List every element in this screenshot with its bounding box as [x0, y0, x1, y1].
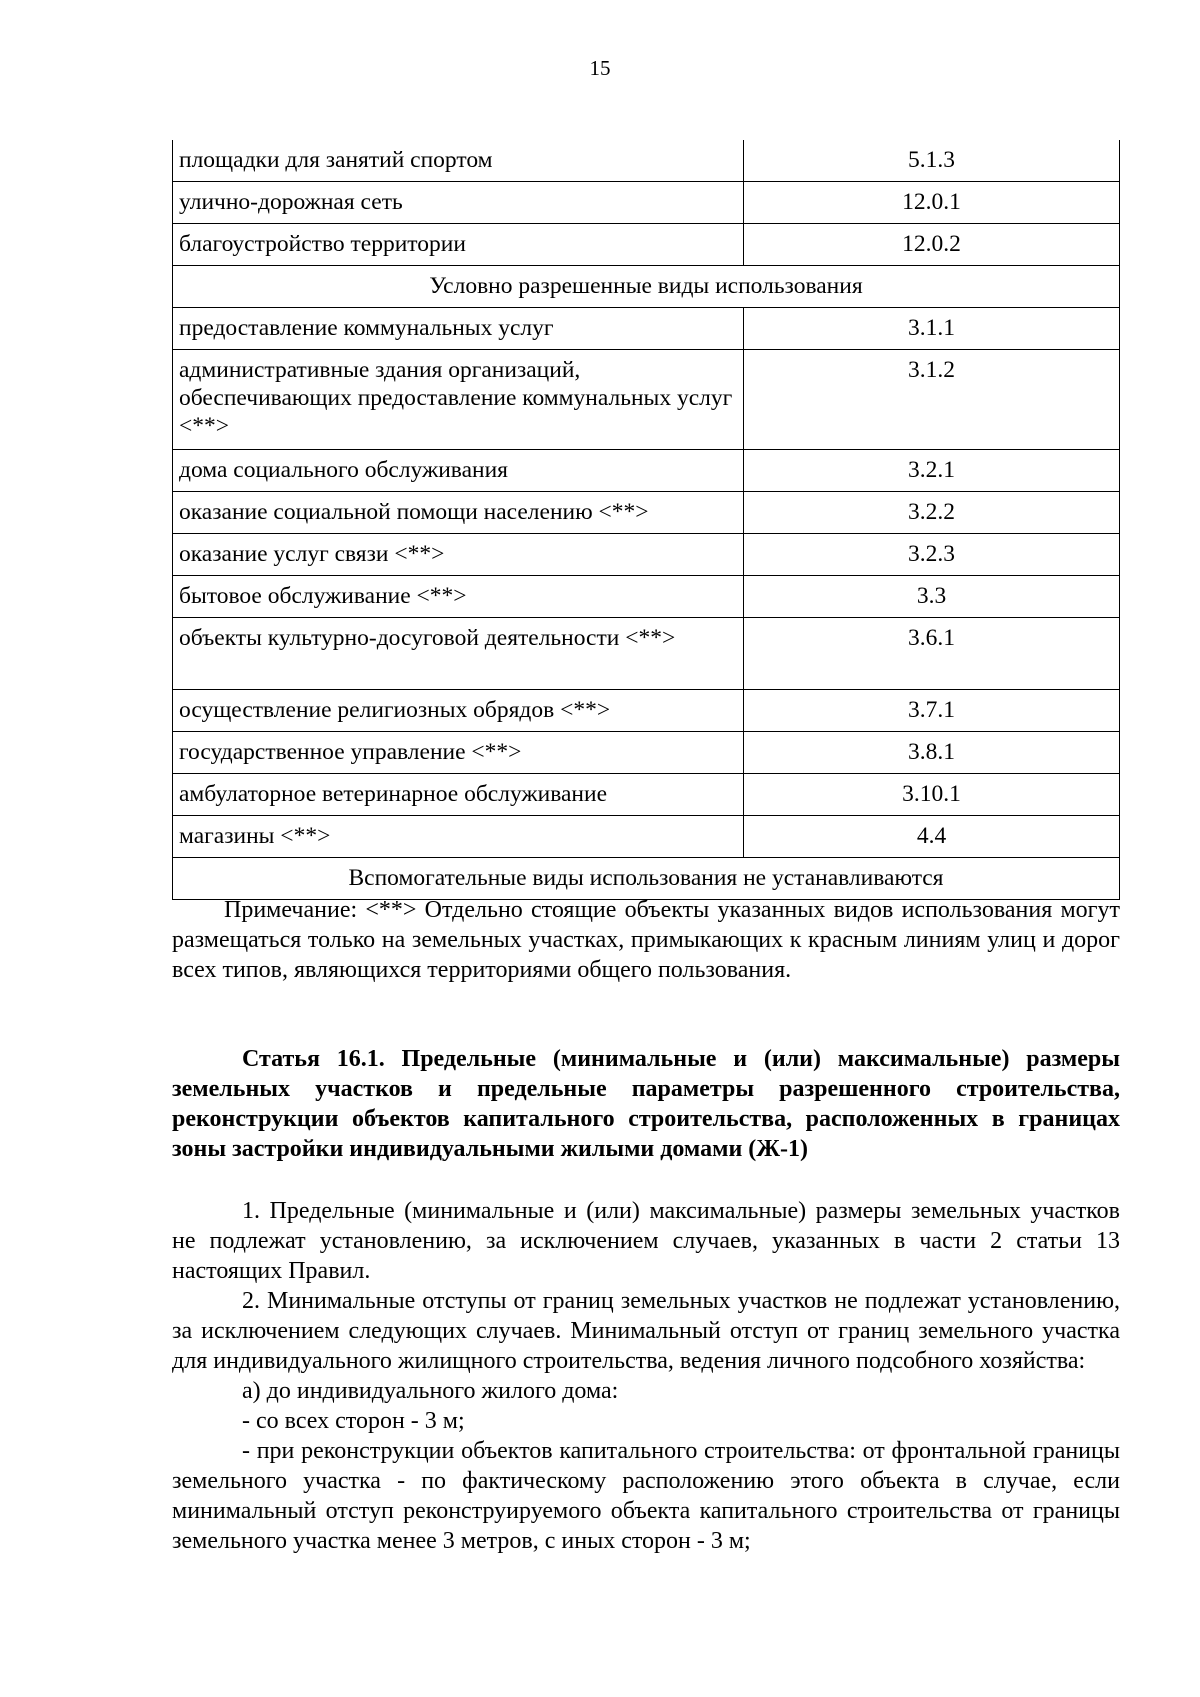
use-code-cell: 3.8.1 [744, 732, 1120, 774]
use-code-cell: 4.4 [744, 816, 1120, 858]
use-code-cell: 5.1.3 [744, 140, 1120, 182]
note-block [172, 895, 1120, 985]
use-name-cell: оказание социальной помощи населению <**> [173, 492, 744, 534]
use-name-cell: бытовое обслуживание <**> [173, 576, 744, 618]
note-paragraph: Примечание: <**> Отдельно стоящие объекты указанных видов использования могут размещаться только на земельных участках, примыкающих к красным линиям улиц и дорог всех типов, являющихся территориями общего пользования. [172, 897, 1120, 983]
use-name-cell: предоставление коммунальных услуг [173, 308, 744, 350]
table-row [173, 534, 1120, 576]
section-heading-conditional: Условно разрешенные виды использования [173, 266, 1120, 308]
use-name-cell: государственное управление <**> [173, 732, 744, 774]
use-name-cell: объекты культурно-досуговой деятельности <**> [173, 618, 744, 690]
use-code-cell: 3.7.1 [744, 690, 1120, 732]
use-name-cell: амбулаторное ветеринарное обслуживание [173, 774, 744, 816]
paragraph-2: 2. Минимальные отступы от границ земельных участков не подлежат установлению, за исключением следующих случаев. Минимальный отступ от границ земельного участка для индивидуального жилищного строительства, ведения личного подсобного хозяйства: [172, 1288, 1120, 1374]
section-heading-auxiliary: Вспомогательные виды использования не устанавливаются [173, 858, 1120, 900]
paragraph-2a-dash-1: - со всех сторон - 3 м; [242, 1408, 465, 1434]
article-title-block [172, 1044, 1120, 1164]
page-number: 15 [589, 56, 611, 80]
land-use-table [172, 140, 1120, 900]
use-code-cell: 3.3 [744, 576, 1120, 618]
use-code-cell: 3.10.1 [744, 774, 1120, 816]
use-code-cell: 3.2.1 [744, 450, 1120, 492]
paragraph-2a: а) до индивидуального жилого дома: [242, 1378, 619, 1404]
table-row [173, 492, 1120, 534]
use-name-cell: осуществление религиозных обрядов <**> [173, 690, 744, 732]
use-name-cell: благоустройство территории [173, 224, 744, 266]
use-name-cell: оказание услуг связи <**> [173, 534, 744, 576]
article-title: Статья 16.1. Предельные (минимальные и (или) максимальные) размеры земельных участков и предельные параметры разрешенного строительства, реконструкции объектов капитального строительства, расположенных в границах зоны застройки индивидуальными жилыми домами (Ж-1) [172, 1046, 1120, 1162]
table-row [173, 576, 1120, 618]
table-row [173, 182, 1120, 224]
paragraph-2a-dash-2: - при реконструкции объектов капитального строительства: от фронтальной границы земельного участка - по фактическому расположению этого объекта в случае, если минимальный отступ реконструируемого объекта капитального строительства от границы земельного участка менее 3 метров, с иных сторон - 3 м; [172, 1438, 1120, 1554]
use-code-cell: 3.2.3 [744, 534, 1120, 576]
use-code-cell: 3.1.1 [744, 308, 1120, 350]
use-name-cell: магазины <**> [173, 816, 744, 858]
table-row [173, 140, 1120, 182]
article-body [172, 1196, 1120, 1556]
table-row [173, 618, 1120, 690]
use-name-cell: улично-дорожная сеть [173, 182, 744, 224]
use-code-cell: 3.1.2 [744, 350, 1120, 450]
table-row [173, 774, 1120, 816]
table-row [173, 690, 1120, 732]
table-row [173, 732, 1120, 774]
table-row [173, 816, 1120, 858]
use-name-cell: административные здания организаций, обеспечивающих предоставление коммунальных услуг <**> [173, 350, 744, 450]
table-section-row [173, 266, 1120, 308]
table-row [173, 308, 1120, 350]
use-name-cell: площадки для занятий спортом [173, 140, 744, 182]
table-row [173, 350, 1120, 450]
paragraph-1: 1. Предельные (минимальные и (или) максимальные) размеры земельных участков не подлежат установлению, за исключением случаев, указанных в части 2 статьи 13 настоящих Правил. [172, 1198, 1120, 1284]
use-name-cell: дома социального обслуживания [173, 450, 744, 492]
table-row [173, 224, 1120, 266]
table-row [173, 450, 1120, 492]
use-code-cell: 12.0.2 [744, 224, 1120, 266]
table-section-row [173, 858, 1120, 900]
use-code-cell: 3.2.2 [744, 492, 1120, 534]
use-code-cell: 3.6.1 [744, 618, 1120, 690]
use-code-cell: 12.0.1 [744, 182, 1120, 224]
